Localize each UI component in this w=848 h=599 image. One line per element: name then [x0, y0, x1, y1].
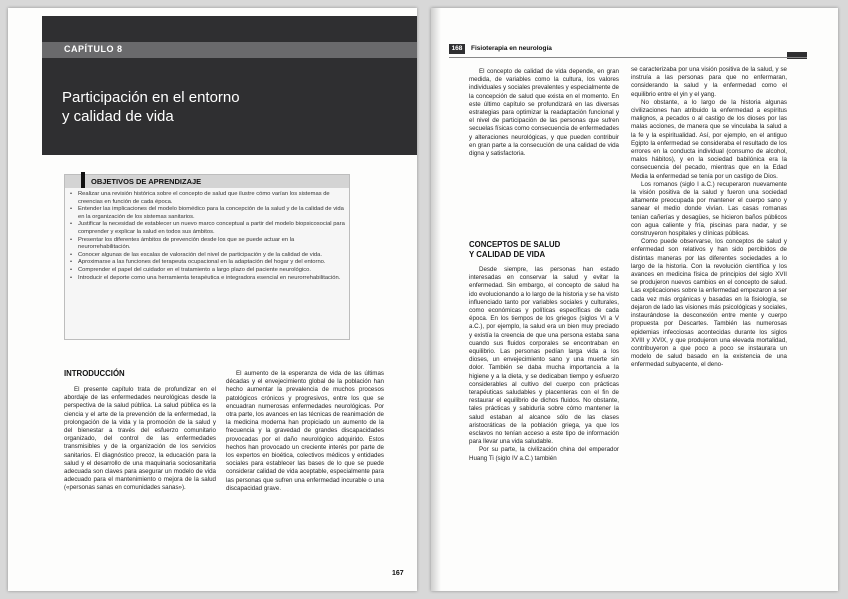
column-1-top	[469, 68, 619, 158]
section-heading	[469, 240, 560, 260]
chapter-title-line-1: Participación en el entorno	[62, 89, 240, 106]
body-paragraph: El concepto de calidad de vida depende, en gran medida, de variables como la cultura, los valores individuales y sociales prevalentes y especialmente de la concepción de salud que exista en el momento. En este último capítulo se profundizará en las diversas estrategias para optimizar la readaptación funcional y el nivel de participación de las personas que sufren secuelas físicas como consecuencia de enfermedades y alteraciones neurológicas, y que pueden contribuir en gran parte a la consecución de una calidad de vida digna y satisfactoria.	[469, 68, 619, 158]
body-paragraph: No obstante, a lo largo de la historia algunas civilizaciones han atribuido la enfermedad a espíritus malignos, a pecados o al castigo de los dioses por las malas acciones, de manera que se vinculaba la salud a la fe y la espiritualidad. Así, por ejemplo, en el antiguo Egipto la enfermedad se consideraba el resultado de los errores en la conducta individual (consumo de alcohol, malos hábitos), y en la sociedad babilónica era la consecuencia del pecado, mientras que en la Edad Media la enfermedad se tenía por un castigo de Dios.	[631, 98, 787, 180]
intro-column-1	[64, 386, 216, 493]
column-1-bottom	[469, 266, 619, 463]
body-paragraph: El aumento de la esperanza de vida de las últimas décadas y el envejecimiento global de la población han hecho aumentar la prevalencia de muchos procesos patológicos crónicos y progresivos, entre los que se encuadran numerosas enfermedades neurológicas. Por otra parte, los avances en las técnicas de reanimación de la medicina moderna han propiciado un aumento de la frecuencia y la gravedad de grandes discapacidades provocadas por el daño neurológico adquirido. Estos hechos han provocado un creciente interés por parte de los expertos en bioética, colectivos médicos y entidades sociales para establecer las bases de lo que se puede considerar calidad de vida aceptable, especialmente para las personas que sufren una enfermedad incurable o una discapacidad grave.	[226, 370, 384, 492]
left-page	[8, 8, 417, 591]
objective-item: • Comprender el papel del cuidador en el tratamiento a largo plazo del paciente neurológico.	[70, 266, 311, 273]
gutter-shadow	[431, 8, 441, 591]
body-paragraph: Los romanos (siglo I a.C.) recuperaron nuevamente la visión positiva de la salud y fueron una sociedad altamente preocupada por mantener el cuerpo sano y sanear el medio donde vivían. Las casas romanas tenían cañerías y desagües, se hicieron baños públicos con agua caliente y fría, piscinas para nadar, y se construyeron hospitales y clínicas públicas.	[631, 180, 787, 238]
chapter-title	[62, 88, 362, 126]
chapter-title-line-2: y calidad de vida	[62, 108, 174, 125]
section-heading-line-2: Y CALIDAD DE VIDA	[469, 250, 546, 259]
body-paragraph: Como puede observarse, los conceptos de salud y enfermedad son relativos y han sido percibidos de distintas maneras por las diferentes sociedades a lo largo de la historia. Con la revolución científica y los avances en medicina física de principios del siglo XVII se produjeron nuevos cambios en el concepto de salud. Las explicaciones sobre la enfermedad empezaron a ser cada vez más orgánicas y basadas en la fisiología, se dejaron de lado las visiones más psicológicas y sociales, instaurándose la desconexión entre mente y cuerpo propuesta por Descartes. También las numerosas epidemias infecciosas acontecidas durante los siglos XVIII y XVIX, y que produjeron una elevada mortalidad, contribuyeron a que poco a poco se instaurara un modelo de salud basado en la existencia de una enfermedad subyacente, el deno-	[631, 238, 787, 369]
body-paragraph: se caracterizaba por una visión positiva de la salud, y se instruía a las personas para que no enfermaran, considerando la salud y la enfermedad como el equilibrio entre el yin y el yang.	[631, 66, 787, 98]
chapter-label: CAPÍTULO 8	[64, 44, 123, 54]
page-number: 167	[392, 570, 404, 577]
intro-column-2	[226, 370, 384, 493]
objectives-box	[64, 174, 350, 340]
right-page	[431, 8, 838, 591]
column-2	[631, 66, 787, 370]
introduction-heading: INTRODUCCIÓN	[64, 369, 125, 378]
header-rule	[449, 57, 807, 58]
objective-item: • Entender las implicaciones del modelo biomédico para la concepción de la salud y de la calidad de vida en la organización de los sistemas sanitarios.	[70, 206, 344, 220]
body-paragraph: Desde siempre, las personas han estado interesadas en conservar la salud y evitar la enfermedad. Sin embargo, el concepto de salud ha ido evolucionando a lo largo de la historia y se ha visto influenciado tanto por variables sociales y culturales, como económicas y políticas específicas de cada época. En los tiempos de los griegos (siglos VI a V a.C.), por ejemplo, la salud era un bien muy preciado y existía la creencia de que una persona estaba sana cuando sus fluidos corporales se encontraban en equilibrio. Las personas pedían larga vida a los dioses, un envejecimiento sano y una muerte sin dolor. También se daba mucha importancia a la higiene y a la dieta, y se dedicaban tiempo y esfuerzo considerables al cultivo del cuerpo con prácticas terapéuticas saludables y placenteras con el fin de restaurar el equilibrio de dichos fluidos. No obstante, tales prácticas y sabiduría sobre cómo mantener la salud estaban al alcance sólo de las clases aristocráticas de la población griega, ya que los esclavos no tenían acceso a este tipo de información para llevar una vida saludable.	[469, 266, 619, 446]
page-number-badge: 168	[449, 44, 465, 54]
section-heading-line-1: CONCEPTOS DE SALUD	[469, 240, 561, 249]
objectives-list	[69, 191, 345, 282]
objective-item: • Presentar los diferentes ámbitos de prevención desde los que se puede actuar en la neurorrehabilitación.	[70, 236, 295, 251]
objective-item: • Justificar la necesidad de establecer un nuevo marco conceptual a partir del modelo biopsicosocial para comprender y explicar la salud en todos sus ámbitos.	[70, 221, 345, 235]
objective-item: • Introducir el deporte como una herramienta terapéutica e integradora esencial en neurorrehabilitación.	[70, 274, 341, 281]
objectives-title: OBJETIVOS DE APRENDIZAJE	[91, 177, 202, 186]
objective-item: • Conocer algunas de las escalas de valoración del nivel de participación y de la calidad de vida.	[70, 251, 322, 258]
objective-item: • Realizar una revisión histórica sobre el concepto de salud que ilustre cómo varían los sistemas de creencias en función de cada época.	[70, 191, 330, 205]
body-paragraph: Por su parte, la civilización china del emperador Huang Ti (siglo IV a.C.) también	[469, 446, 619, 462]
objectives-header	[65, 175, 349, 188]
objectives-marker-bar	[81, 172, 85, 188]
objective-item: • Aproximarse a las funciones del terapeuta ocupacional en la adaptación del hogar y del entorno.	[70, 259, 326, 266]
chapter-header-band	[42, 16, 417, 155]
running-title: Fisioterapia en neurología	[471, 45, 552, 52]
body-paragraph: El presente capítulo trata de profundizar en el abordaje de las enfermedades neurológicas desde la perspectiva de la salud pública. La salud pública es la ciencia y el arte de la prevención de la enfermedad, la prolongación de la vida y la promoción de la salud y del bienestar a través del esfuerzo comunitario organizado, del control de las enfermedades transmisibles y de la organización de los servicios sanitarios. El diagnóstico precoz, la educación para la salud y el desarrollo de una maquinaria sociosanitaria adecuada son claves para asegurar un modelo de vida adecuado para el mantenimiento o mejora de la salud («personas sanas en comunidades sanas»).	[64, 386, 216, 492]
